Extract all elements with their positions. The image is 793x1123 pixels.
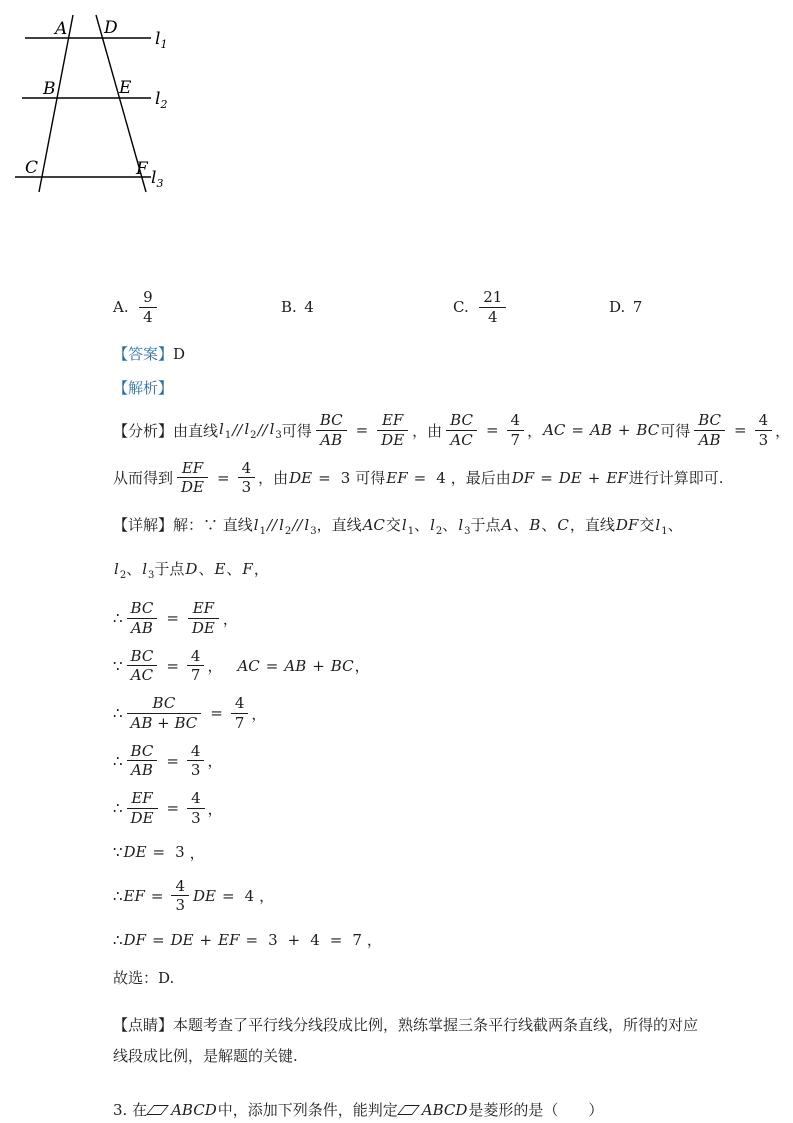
text-segment: // bbox=[257, 421, 268, 440]
formula-2 bbox=[113, 647, 698, 686]
text-segment: 、 bbox=[226, 559, 242, 578]
math-subscript: $l_1$ bbox=[219, 419, 232, 441]
point-label-B: B bbox=[43, 79, 56, 99]
text-segment: BC bbox=[330, 656, 354, 675]
formula-6 bbox=[113, 842, 698, 863]
math-subscript: $l_3$ bbox=[269, 419, 282, 441]
text-segment: DE bbox=[289, 468, 313, 487]
text-segment: + bbox=[312, 656, 325, 675]
math-subscript: $l_2$ bbox=[244, 419, 257, 441]
fraction: $\frac{4}{3}$ bbox=[755, 411, 773, 450]
fraction: $\frac{4}{3}$ bbox=[238, 459, 256, 498]
text-segment: ∴ bbox=[113, 886, 123, 905]
point-label-C: C bbox=[25, 158, 39, 178]
text-segment: 【点睛】本题考查了平行线分线段成比例，熟练掌握三条平行线截两条直线，所得的对应线段成比例，是解题的关键. bbox=[113, 1016, 699, 1065]
formula-8 bbox=[113, 929, 698, 950]
fraction: $\frac{9}{4}$ bbox=[139, 288, 157, 327]
text-segment: 3 bbox=[340, 468, 351, 487]
text-segment: = bbox=[734, 421, 747, 440]
solution-lines bbox=[113, 343, 791, 1123]
point-label-F: F bbox=[136, 159, 148, 179]
options-row bbox=[113, 284, 698, 330]
detail-line-2 bbox=[113, 556, 698, 585]
text-segment: + bbox=[617, 421, 631, 440]
text-segment: 交 bbox=[385, 516, 401, 534]
fraction: $\frac{4}{7}$ bbox=[231, 694, 249, 733]
text-segment: ， bbox=[222, 609, 238, 628]
text-segment: 4 bbox=[244, 886, 255, 905]
line-label-l3: $l_3$ bbox=[151, 168, 164, 190]
formula-7 bbox=[113, 877, 698, 916]
text-segment: EF bbox=[218, 930, 240, 949]
text-segment: 于点 bbox=[154, 559, 185, 578]
text-segment: AC bbox=[362, 516, 385, 534]
text-segment: 4 bbox=[310, 930, 320, 949]
text-segment: ∴ bbox=[113, 930, 123, 949]
text-segment: 进行计算即可. bbox=[628, 469, 724, 488]
text-segment: BC bbox=[636, 421, 660, 440]
text-segment: = bbox=[413, 468, 427, 487]
section-label: 【答案】 bbox=[113, 345, 174, 363]
text-segment: ， bbox=[253, 559, 269, 578]
fraction: $\frac{BC}{AC}$ bbox=[445, 411, 478, 450]
note-line bbox=[113, 1010, 698, 1072]
text-segment: C bbox=[557, 516, 569, 534]
text-segment: F bbox=[242, 559, 253, 578]
text-segment: ， bbox=[207, 752, 223, 771]
text-segment: = bbox=[152, 843, 166, 861]
option-d bbox=[609, 284, 642, 330]
text-segment: ∵ bbox=[113, 656, 123, 675]
fraction: $\frac{BC}{AB}$ bbox=[693, 411, 726, 450]
text-segment: 中，添加下列条件，能判定 bbox=[217, 1100, 398, 1119]
fraction: $\frac{4}{3}$ bbox=[187, 742, 205, 781]
text-segment: = bbox=[245, 930, 259, 949]
math-subscript: $l_3$ bbox=[142, 559, 155, 581]
text-segment: + bbox=[199, 930, 213, 949]
fraction: $\frac{BC}{AB}$ bbox=[315, 411, 348, 450]
text-segment: ， bbox=[207, 657, 223, 676]
text-segment: ，由 bbox=[258, 469, 289, 488]
text-segment: ， bbox=[189, 843, 205, 862]
text-segment: ， bbox=[259, 887, 275, 906]
text-segment: // bbox=[266, 516, 278, 534]
text-segment: // bbox=[292, 516, 303, 534]
text-segment: ABCD bbox=[171, 1100, 217, 1119]
text-segment: + bbox=[587, 468, 601, 487]
text-segment: DE bbox=[170, 930, 194, 949]
point-label-D: D bbox=[104, 18, 118, 38]
text-segment: = bbox=[318, 468, 331, 487]
text-segment: 、 bbox=[126, 559, 142, 578]
math-subscript: $l_2$ bbox=[114, 559, 127, 581]
point-label-E: E bbox=[119, 78, 132, 98]
geometry-figure bbox=[0, 0, 180, 205]
math-subscript: $l_1$ bbox=[655, 516, 668, 537]
option-b bbox=[281, 284, 314, 330]
text-segment: 3. 在 bbox=[113, 1100, 148, 1119]
text-segment: 、 bbox=[442, 516, 458, 534]
text-segment: 、 bbox=[414, 516, 430, 534]
text-segment: + bbox=[287, 930, 301, 949]
text-segment: AB bbox=[284, 656, 307, 675]
text-segment: A. bbox=[113, 298, 137, 316]
text-segment: 、 bbox=[667, 516, 683, 534]
text-segment: DE bbox=[123, 843, 147, 861]
section-label: 【解析】 bbox=[113, 379, 174, 397]
point-label-A: A bbox=[55, 19, 68, 39]
text-segment: ， bbox=[251, 704, 267, 723]
text-segment: DF bbox=[615, 516, 639, 534]
text-segment: AB bbox=[589, 421, 612, 440]
text-segment: 、 bbox=[513, 516, 529, 534]
conclusion-line bbox=[113, 965, 698, 991]
text-segment: D bbox=[173, 345, 186, 363]
text-segment: 、 bbox=[541, 516, 557, 534]
text-segment: = bbox=[166, 656, 179, 675]
text-segment: 【详解】解：∵ 直线 bbox=[113, 516, 253, 534]
formula-4 bbox=[113, 742, 698, 781]
text-segment: 可得 bbox=[355, 469, 386, 488]
transversal-AC bbox=[39, 15, 73, 192]
fraction: $\frac{BC}{AB}$ bbox=[126, 742, 159, 781]
text-segment: 交 bbox=[639, 516, 655, 534]
text-segment: = bbox=[166, 751, 179, 770]
text-segment: ，最后由 bbox=[450, 469, 511, 488]
line-label-l2: $l_2$ bbox=[155, 89, 168, 111]
text-segment: 【分析】由直线 bbox=[113, 421, 219, 440]
text-segment: = bbox=[150, 886, 164, 905]
detail-line-1 bbox=[113, 512, 698, 541]
analysis-header bbox=[113, 377, 698, 398]
math-subscript: $l_2$ bbox=[279, 516, 292, 537]
text-segment: = bbox=[485, 421, 499, 440]
text-segment: ∵ bbox=[113, 843, 123, 861]
fraction: $\frac{EF}{DE}$ bbox=[187, 599, 220, 638]
formula-1 bbox=[113, 599, 698, 638]
text-segment: = bbox=[210, 704, 223, 723]
text-segment: 7 bbox=[632, 298, 643, 316]
text-segment: 3 bbox=[175, 843, 185, 861]
text-segment: // bbox=[232, 421, 243, 440]
question-3 bbox=[113, 1098, 698, 1123]
text-segment: = bbox=[217, 468, 230, 487]
text-segment: ，直线 bbox=[569, 516, 615, 534]
text-segment: AC bbox=[543, 421, 566, 440]
fraction: $\frac{BC}{AC}$ bbox=[126, 647, 159, 686]
text-segment: = bbox=[540, 468, 553, 487]
fraction: $\frac{4}{7}$ bbox=[187, 647, 205, 686]
formula-5 bbox=[113, 789, 698, 828]
text-segment: ， bbox=[366, 931, 382, 949]
text-segment: 可得 bbox=[660, 421, 691, 440]
text-segment: = bbox=[571, 421, 584, 440]
math-subscript: $l_3$ bbox=[304, 516, 317, 537]
fraction: $\frac{EF}{DE}$ bbox=[176, 459, 209, 498]
text-segment: = bbox=[151, 930, 165, 949]
line-label-l1: $l_1$ bbox=[155, 29, 168, 51]
text-segment: 于点 bbox=[470, 516, 501, 534]
text-segment: B. bbox=[281, 298, 305, 316]
option-c bbox=[453, 284, 509, 330]
fraction: $\frac{EF}{DE}$ bbox=[376, 411, 409, 450]
text-segment: E bbox=[214, 559, 226, 578]
text-segment: A bbox=[501, 516, 513, 534]
text-segment: = bbox=[166, 609, 179, 628]
text-segment: = bbox=[265, 656, 279, 675]
math-subscript: $l_1$ bbox=[401, 516, 415, 537]
text-segment: ，由 bbox=[412, 421, 443, 440]
text-segment: = bbox=[355, 421, 369, 440]
text-segment: D. bbox=[609, 298, 633, 316]
fraction: $\frac{EF}{DE}$ bbox=[126, 789, 159, 828]
text-segment: = bbox=[222, 886, 235, 905]
text-segment: ， bbox=[207, 799, 223, 818]
text-segment: DF bbox=[511, 468, 535, 487]
text-segment: ∴ bbox=[113, 799, 123, 818]
text-segment: C. bbox=[453, 298, 477, 316]
fraction: $\frac{BC}{AB + BC}$ bbox=[126, 694, 203, 733]
content-column bbox=[113, 284, 791, 1123]
text-segment: 3 bbox=[268, 930, 278, 949]
text-segment: ， bbox=[775, 421, 791, 440]
math-subscript: $l_1$ bbox=[253, 516, 266, 537]
option-a bbox=[113, 284, 160, 330]
text-segment: ， bbox=[527, 421, 543, 440]
text-segment: ∴ bbox=[113, 704, 123, 723]
parallelogram-icon bbox=[146, 1105, 169, 1115]
answer-line bbox=[113, 343, 698, 364]
math-subscript: $l_2$ bbox=[430, 516, 443, 537]
text-segment: = bbox=[166, 799, 180, 818]
fraction: $\frac{4}{3}$ bbox=[171, 877, 189, 916]
text-segment: 4 bbox=[436, 468, 446, 487]
formula-3 bbox=[113, 694, 698, 733]
text-segment: ∴ bbox=[113, 609, 123, 628]
text-segment: 故选：D. bbox=[113, 969, 175, 987]
text-segment: 7 bbox=[352, 930, 362, 949]
text-segment: 4 bbox=[304, 298, 314, 316]
text-segment: AC bbox=[237, 656, 260, 675]
text-segment: DF bbox=[123, 930, 146, 949]
text-segment: 是菱形的是（ ） bbox=[468, 1100, 604, 1119]
text-segment: EF bbox=[606, 468, 628, 487]
fraction: $\frac{4}{7}$ bbox=[507, 411, 525, 450]
fraction: $\frac{21}{4}$ bbox=[479, 288, 506, 327]
math-subscript: $l_3$ bbox=[458, 516, 471, 537]
text-segment: = bbox=[329, 930, 343, 949]
text-segment: EF bbox=[123, 886, 145, 905]
text-segment: ，直线 bbox=[316, 516, 362, 534]
analysis-line-2 bbox=[113, 458, 724, 498]
text-segment: ∴ bbox=[113, 751, 123, 770]
fraction: $\frac{4}{3}$ bbox=[187, 789, 205, 828]
text-segment: ， bbox=[354, 657, 370, 676]
text-segment: DE bbox=[558, 468, 582, 487]
text-segment: DE bbox=[193, 886, 217, 905]
text-segment: D bbox=[185, 559, 198, 578]
fraction: $\frac{BC}{AB}$ bbox=[126, 599, 159, 638]
parallelogram-icon bbox=[397, 1105, 420, 1115]
text-segment: 从而得到 bbox=[113, 469, 174, 488]
text-segment: EF bbox=[386, 468, 408, 487]
text-segment: ABCD bbox=[421, 1100, 468, 1119]
analysis-line-1 bbox=[113, 411, 791, 450]
text-segment: 可得 bbox=[281, 421, 312, 440]
text-segment: B bbox=[529, 516, 541, 534]
text-segment: 、 bbox=[198, 559, 214, 578]
